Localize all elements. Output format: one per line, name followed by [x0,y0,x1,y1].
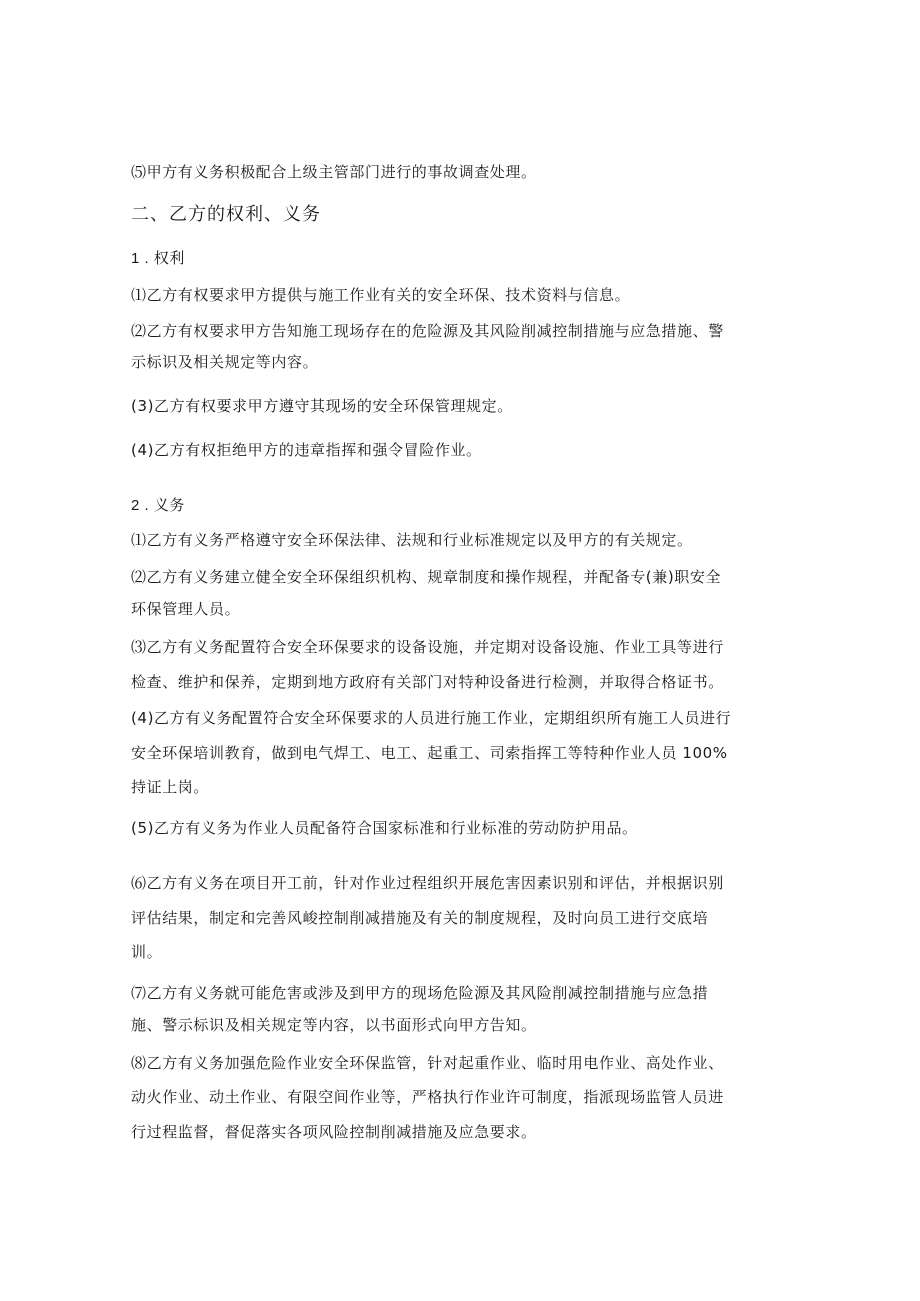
obligations-item-4-line-1: (4)乙方有义务配置符合安全环保要求的人员进行施工作业，定期组织所有施工人员进行 [131,709,732,727]
obligations-item-4-line-2: 安全环保培训教育，做到电气焊工、电工、起重工、司索指挥工等特种作业人员 100% [131,744,728,762]
rights-item-3: (3)乙方有权要求甲方遵守其现场的安全环保管理规定。 [131,397,513,415]
obligations-item-2-line-2: 环保管理人员。 [131,600,241,618]
obligations-heading: 2 . 义务 [131,497,185,514]
rights-item-2-line-2: 示标识及相关规定等内容。 [131,353,319,371]
obligations-item-8-line-1: ⑻乙方有义务加强危险作业安全环保监管，针对起重作业、临时用电作业、高处作业、 [131,1054,724,1072]
obligations-item-4-line-3: 持证上岗。 [131,778,210,796]
obligations-item-2-line-1: ⑵乙方有义务建立健全安全环保组织机构、规章制度和操作规程，并配备专(兼)职安全 [131,568,722,586]
obligations-item-7-line-1: ⑺乙方有义务就可能危害或涉及到甲方的现场危险源及其风险削减控制措施与应急措 [131,984,709,1002]
obligations-item-8-line-2: 动火作业、动土作业、有限空间作业等，严格执行作业许可制度，指派现场监管人员进 [131,1088,724,1106]
obligations-item-6-line-2: 评估结果，制定和完善风峻控制削减措施及有关的制度规程，及时向员工进行交底培 [131,909,709,927]
obligations-item-1: ⑴乙方有义务严格遵守安全环保法律、法规和行业标准规定以及甲方的有关规定。 [131,531,693,549]
obligations-item-6-line-3: 训。 [131,943,163,961]
rights-item-1: ⑴乙方有权要求甲方提供与施工作业有关的安全环保、技术资料与信息。 [131,286,631,304]
obligations-item-8-line-3: 行过程监督，督促落实各项风险控制削减措施及应急要求。 [131,1123,537,1141]
party-a-item-5: ⑸甲方有义务积极配合上级主管部门进行的事故调查处理。 [131,163,537,181]
rights-item-4: (4)乙方有权拒绝甲方的违章指挥和强令冒险作业。 [131,441,482,459]
obligations-item-3-line-1: ⑶乙方有义务配置符合安全环保要求的设备设施，并定期对设备设施、作业工具等进行 [131,638,724,656]
obligations-item-5: (5)乙方有义务为作业人员配备符合国家标准和行业标准的劳动防护用品。 [131,819,638,837]
obligations-item-3-line-2: 检查、维护和保养，定期到地方政府有关部门对特种设备进行检测，并取得合格证书。 [131,673,724,691]
obligations-item-7-line-2: 施、警示标识及相关规定等内容，以书面形式向甲方告知。 [131,1016,537,1034]
rights-item-2-line-1: ⑵乙方有权要求甲方告知施工现场存在的危险源及其风险削减控制措施与应急措施、警 [131,322,724,340]
section-two-heading: 二、乙方的权利、义务 [131,204,321,225]
rights-heading: 1 . 权利 [131,250,185,267]
obligations-item-6-line-1: ⑹乙方有义务在项目开工前，针对作业过程组织开展危害因素识别和评估，并根据识别 [131,874,724,892]
